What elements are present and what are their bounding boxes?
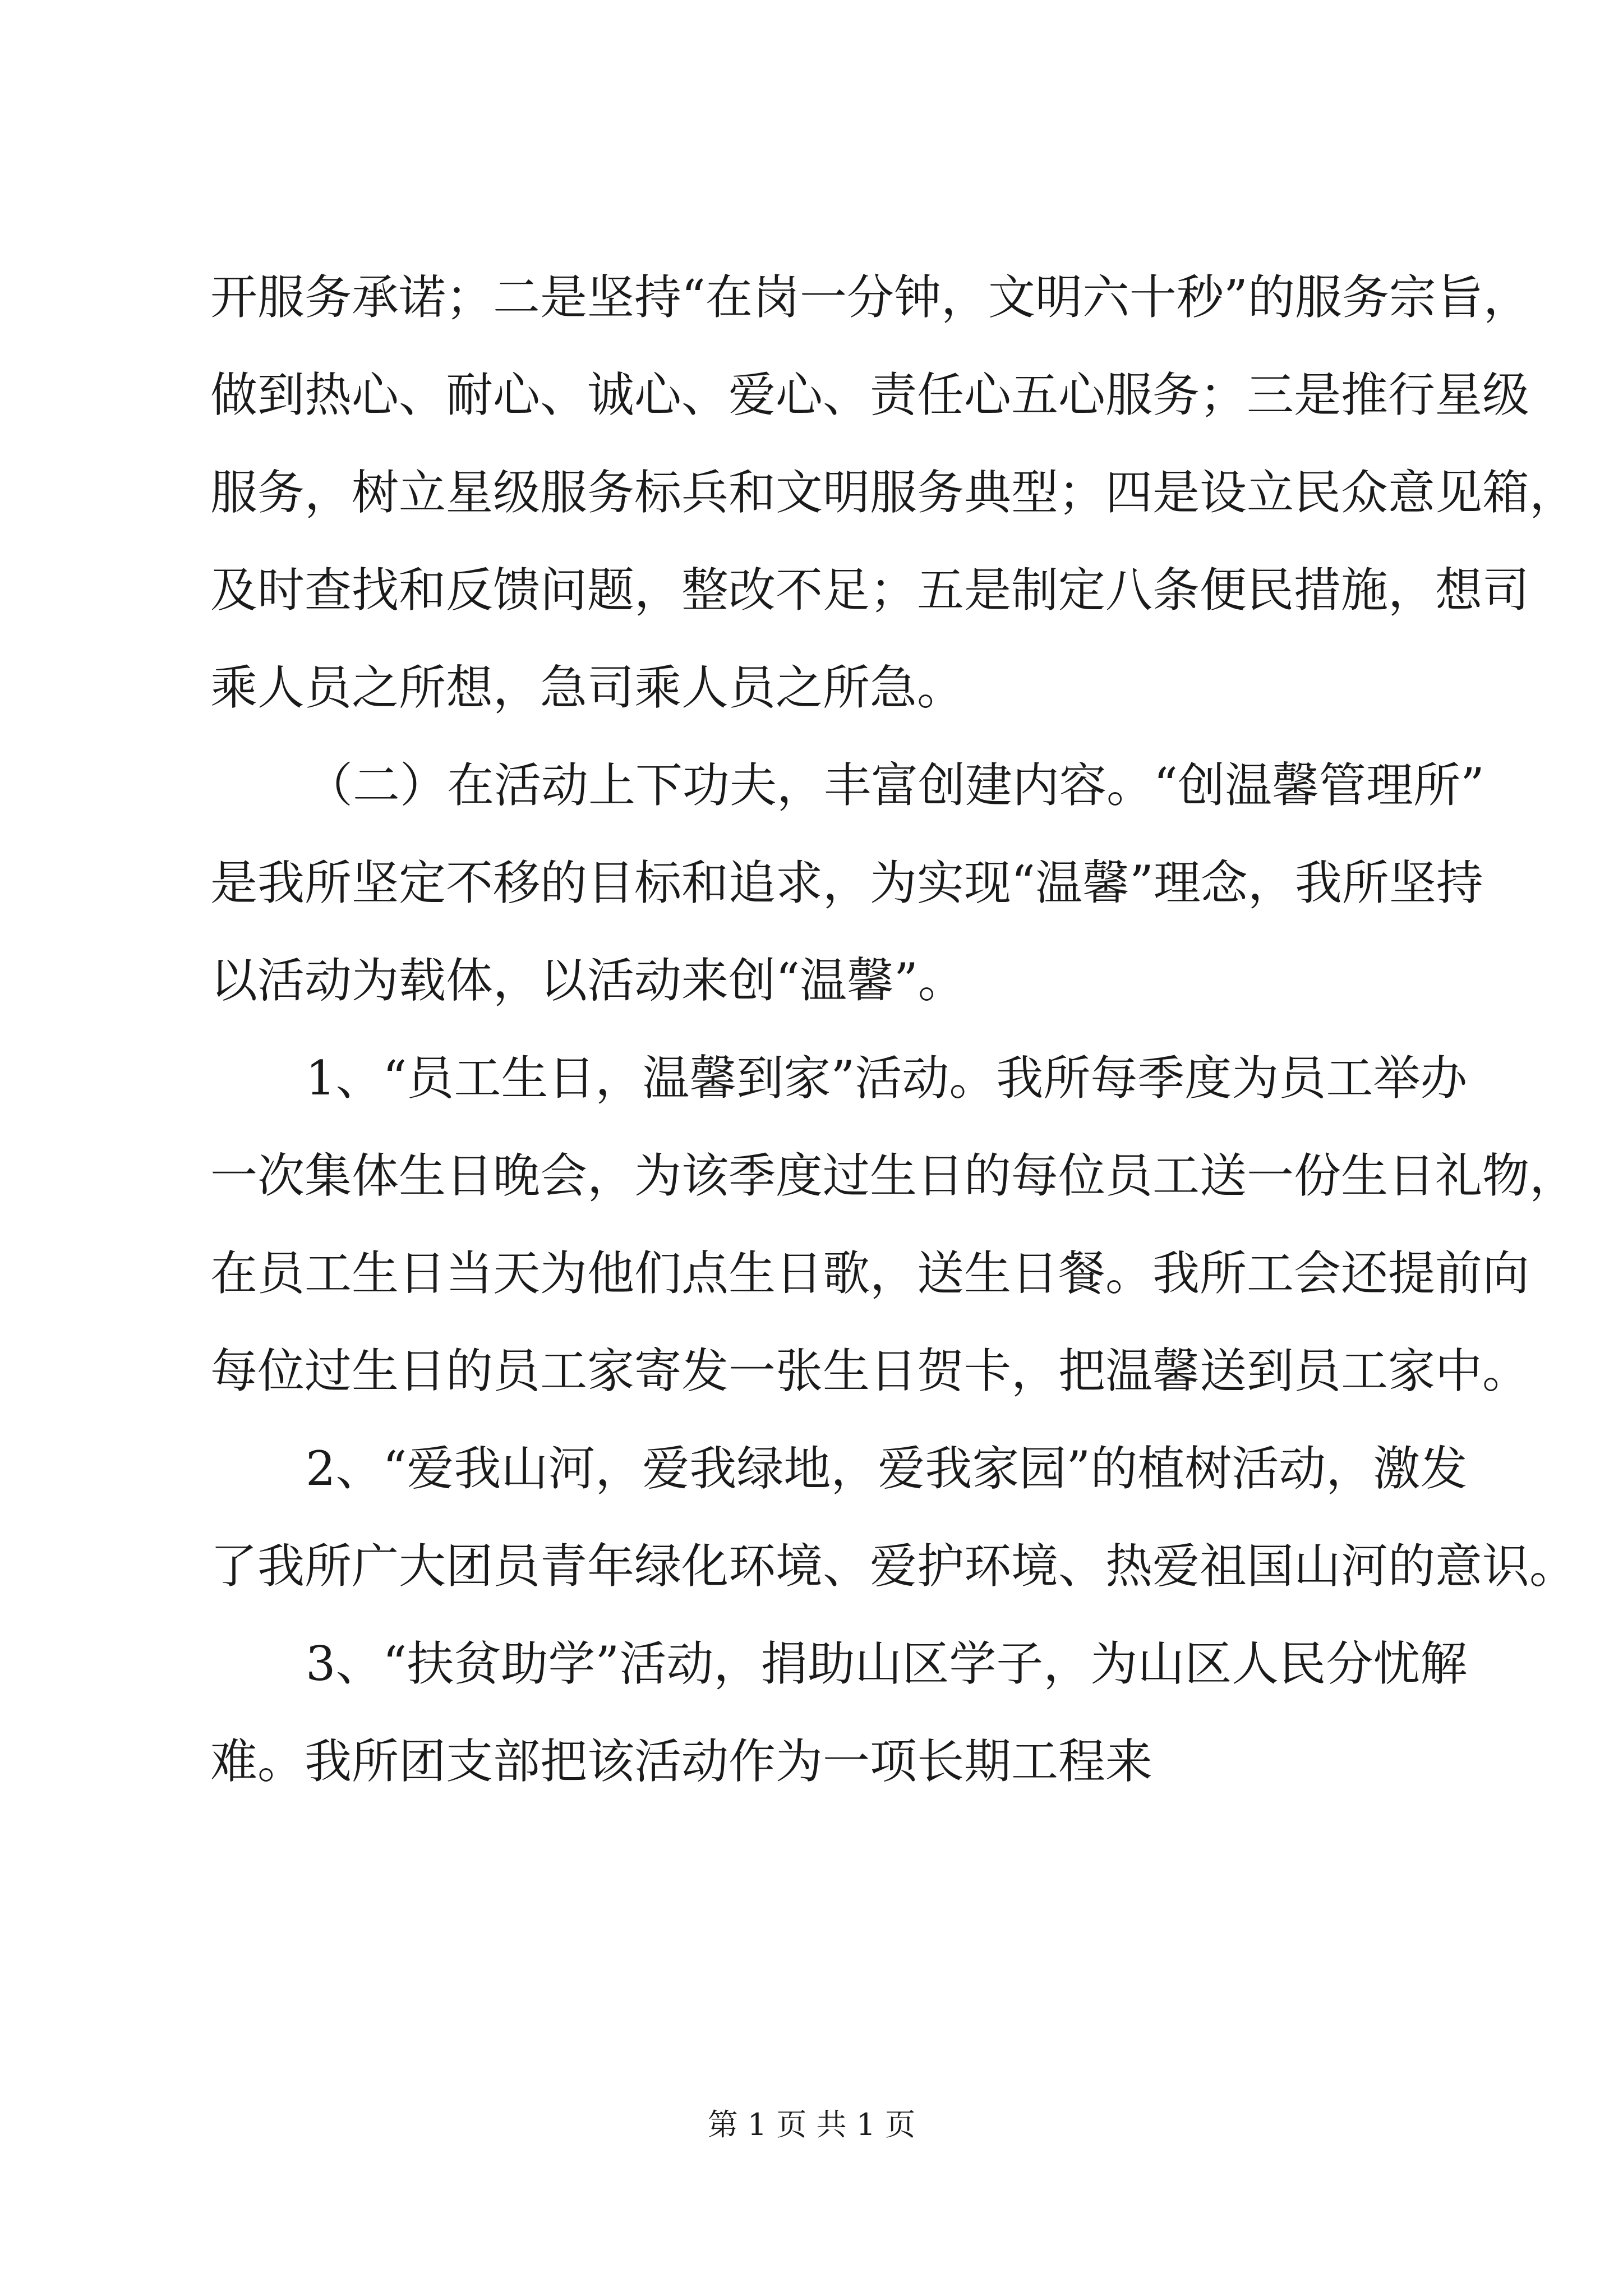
text-line: 每位过生日的员工家寄发一张生日贺卡，把温馨送到员工家中。 <box>210 1343 1530 1398</box>
text-line: 乘人员之所想，急司乘人员之所急。 <box>210 660 965 715</box>
text-line: 及时查找和反馈问题，整改不足；五是制定八条便民措施，想司 <box>210 563 1530 618</box>
page-footer: 第 1 页 共 1 页 <box>707 2107 916 2142</box>
text-line: 了我所广大团员青年绿化环境、爱护环境、热爱祖国山河的意识。 <box>210 1539 1577 1594</box>
text-line: 1、“员工生日，温馨到家”活动。我所每季度为员工举办 <box>306 1051 1468 1106</box>
text-line: 做到热心、耐心、诚心、爱心、责任心五心服务；三是推行星级 <box>210 367 1530 422</box>
text-line: （二）在活动上下功夫，丰富创建内容。“创温馨管理所” <box>306 758 1484 813</box>
text-line: 服务，树立星级服务标兵和文明服务典型；四是设立民众意见箱， <box>210 465 1577 520</box>
text-line: 3、“扶贫助学”活动，捐助山区学子，为山区人民分忧解 <box>306 1636 1468 1691</box>
text-line: 2、“爱我山河，爱我绿地，爱我家园”的植树活动，激发 <box>306 1441 1468 1496</box>
text-line: 以活动为载体，以活动来创“温馨”。 <box>210 953 965 1008</box>
text-line: 难。我所团支部把该活动作为一项长期工程来 <box>210 1734 1153 1789</box>
text-line: 在员工生日当天为他们点生日歌，送生日餐。我所工会还提前向 <box>210 1246 1530 1301</box>
text-line: 是我所坚定不移的目标和追求，为实现“温馨”理念，我所坚持 <box>210 855 1483 910</box>
text-line: 一次集体生日晚会，为该季度过生日的每位员工送一份生日礼物， <box>210 1148 1577 1203</box>
text-line: 开服务承诺；二是坚持“在岗一分钟，文明六十秒”的服务宗旨， <box>210 270 1530 325</box>
